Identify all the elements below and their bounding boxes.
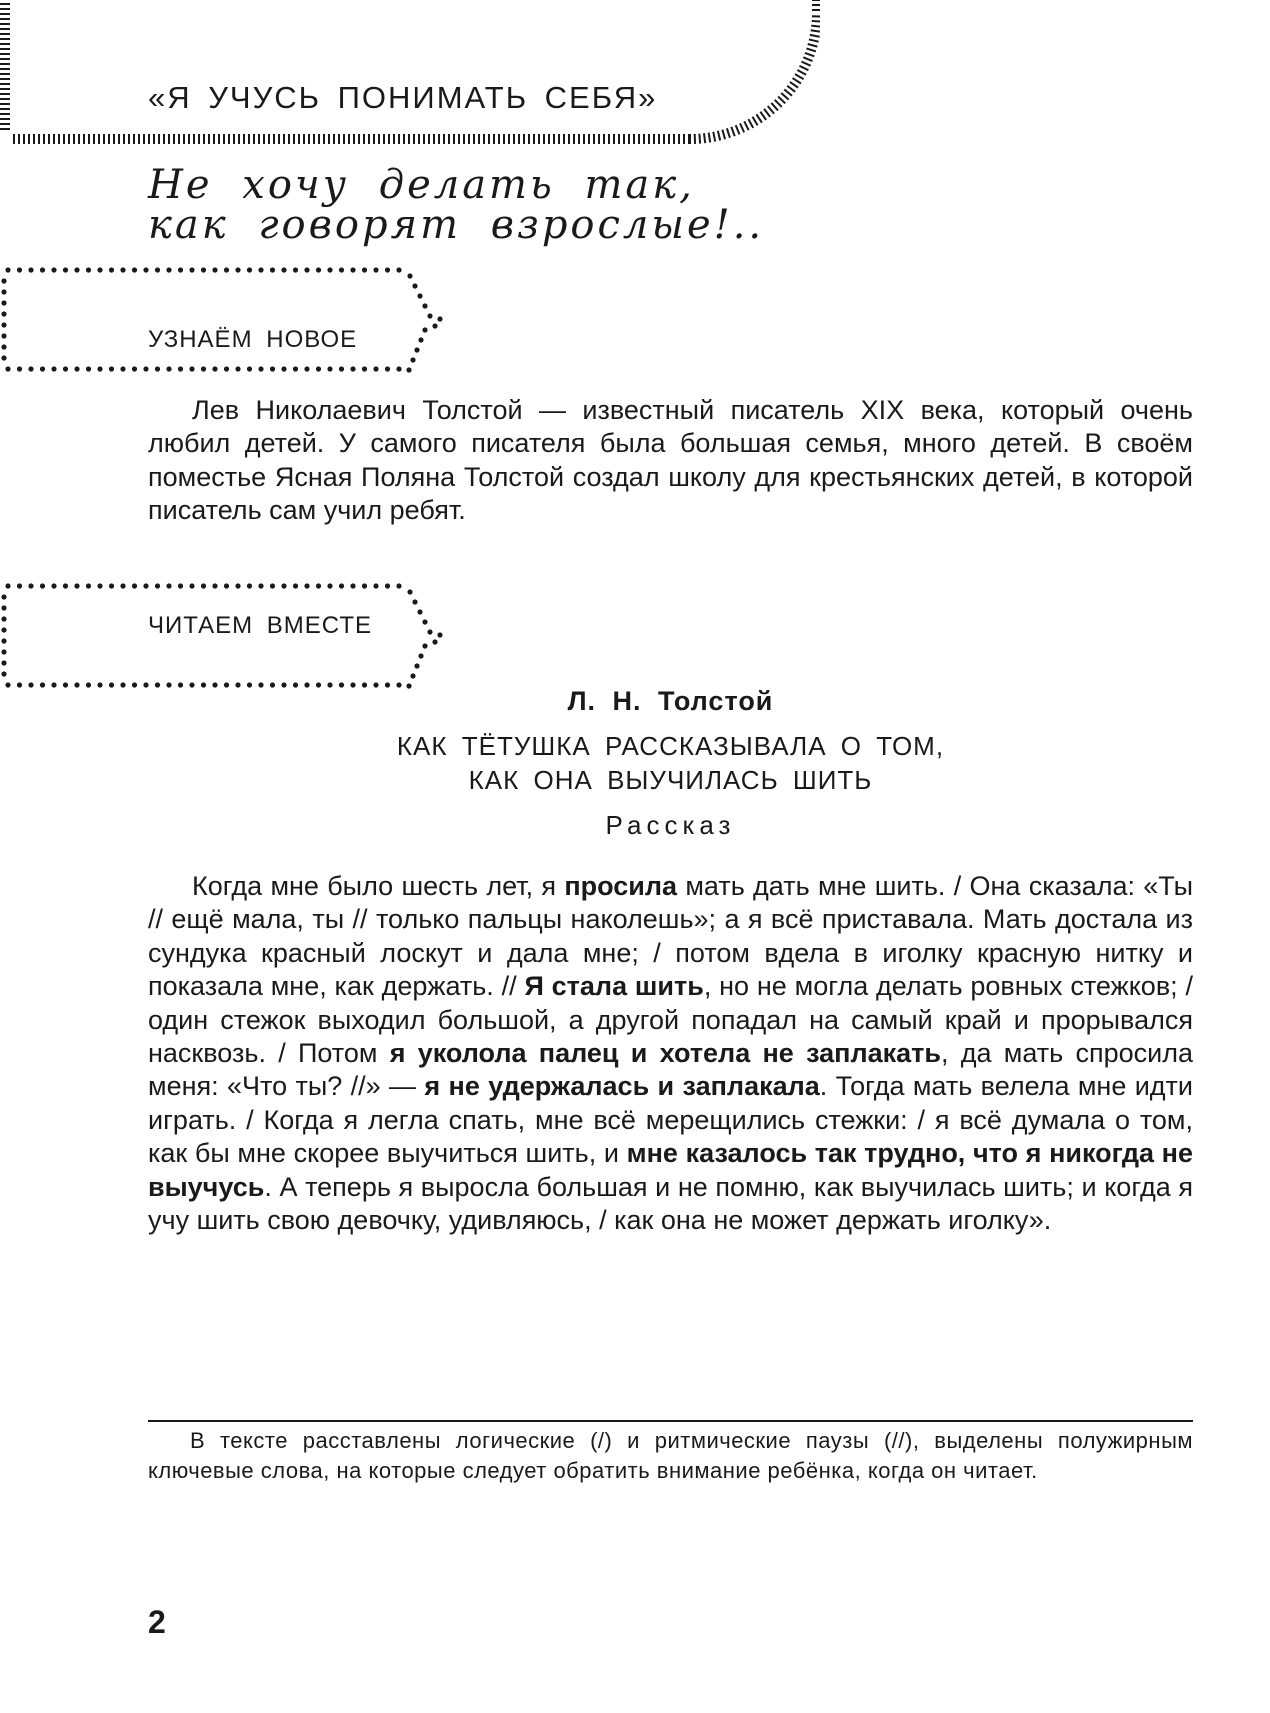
footnote-text: В тексте расставлены логические (/) и ритмические паузы (//), выделены полужирным ключевые слова, на которые следует обратить внимание ребёнка, когда он читает. — [148, 1428, 1193, 1483]
story-paragraph — [148, 870, 1193, 1237]
intro-paragraph-text: Лев Николаевич Толстой — известный писатель XIX века, который очень любил детей. У самого писателя была большая семья, много детей. В своём поместье Ясная Поляна Толстой создал школу для крестьянских детей, в которой писатель сам учил ребят. — [148, 395, 1193, 526]
story-title-line-1: КАК ТЁТУШКА РАССКАЗЫВАЛА О ТОМ, — [396, 731, 945, 761]
footnote-divider — [148, 1420, 1193, 1422]
keyword-highlight: просила — [564, 871, 678, 901]
section-label-learn-new: УЗНАЁМ НОВОЕ — [148, 326, 358, 353]
story-text-run: , да мать спросила меня: «Что ты? //» — — [148, 1038, 1193, 1102]
section-label-frame-learn-new — [0, 262, 450, 377]
intro-paragraph — [148, 394, 1193, 528]
story-text-run: . А теперь я выросла большая и не помню, как выучилась шить; и когда я учу шить свою девочку, удивляюсь, / как она не может держать иголку». — [148, 1171, 1193, 1236]
header-banner-frame — [0, 0, 820, 150]
page-subtitle-line-2: как говорят взрослые!.. — [148, 202, 765, 248]
story-text-run: . Тогда мать велела мне идти играть. / Когда я легла спать, мне всё мерещились стежки: / я всё думала о том, как бы мне скорее выучиться шить, и — [148, 1071, 1194, 1169]
page-subtitle-line-1: Не хочу делать так, — [148, 162, 695, 208]
story-text-run: мать дать мне шить. / Она сказала: «Ты // ещё мала, ты // только пальцы наколешь»; а я всё приставала. Мать достала из сундука красный лоскут и дала мне; / потом вдела в иголку красную нитку и показала мне, как держать. // — [148, 871, 1194, 1002]
story-text — [148, 870, 1193, 1237]
footnote — [148, 1426, 1193, 1485]
section-label-read-together: ЧИТАЕМ ВМЕСТЕ — [148, 612, 372, 639]
page-number: 2 — [148, 1604, 166, 1640]
keyword-highlight: я уколола палец и хотела не заплакать — [389, 1038, 941, 1069]
keyword-highlight: я не удержалась и заплакала — [424, 1071, 820, 1102]
keyword-highlight: мне казалось так трудно, что я никогда не выучусь — [148, 1138, 1194, 1202]
keyword-highlight: Я стала шить — [524, 971, 704, 1002]
story-text-run: , но не могла делать ровных стежков; / один стежок выходил большой, а другой попадал на самый край и прорывался насквозь. / Потом — [148, 971, 1193, 1069]
story-genre: Рассказ — [605, 810, 736, 840]
page-heading: «Я УЧУСЬ ПОНИМАТЬ СЕБЯ» — [148, 80, 658, 115]
story-title-line-2: КАК ОНА ВЫУЧИЛАСЬ ШИТЬ — [468, 765, 873, 795]
story-author: Л. Н. Толстой — [567, 686, 774, 716]
story-text-run: Когда мне было шесть лет, я — [192, 871, 565, 901]
